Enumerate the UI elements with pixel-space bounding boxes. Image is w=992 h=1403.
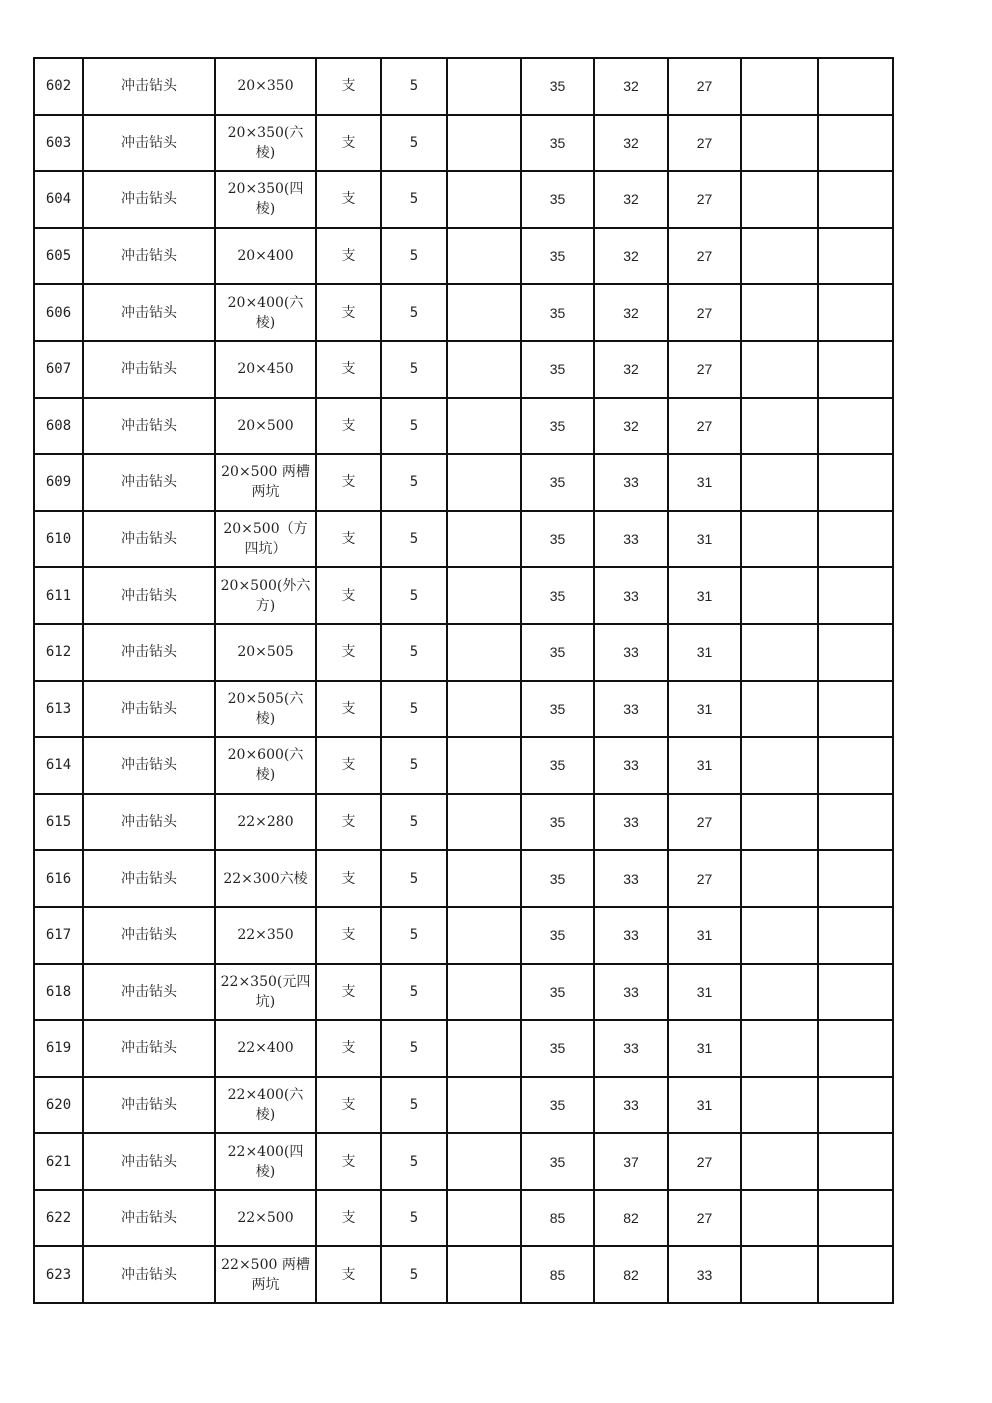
blank-cell [741, 454, 818, 511]
blank-cell [741, 567, 818, 624]
item-name: 冲击钻头 [83, 58, 215, 115]
value-cell-3: 33 [668, 1246, 741, 1303]
blank-cell [447, 511, 521, 568]
item-name: 冲击钻头 [83, 1077, 215, 1134]
blank-cell [741, 681, 818, 738]
blank-cell [741, 794, 818, 851]
value-cell-3: 31 [668, 511, 741, 568]
blank-cell [447, 681, 521, 738]
blank-cell [447, 794, 521, 851]
blank-cell [447, 1077, 521, 1134]
blank-cell [818, 171, 893, 228]
blank-cell [818, 1020, 893, 1077]
item-spec: 20×505(六棱) [215, 681, 316, 738]
item-spec: 22×280 [215, 794, 316, 851]
item-name: 冲击钻头 [83, 115, 215, 172]
blank-cell [447, 624, 521, 681]
row-number: 611 [34, 567, 83, 624]
item-spec: 20×400(六棱) [215, 284, 316, 341]
value-cell-1: 35 [521, 454, 594, 511]
value-cell-1: 35 [521, 964, 594, 1021]
blank-cell [447, 1133, 521, 1190]
blank-cell [741, 171, 818, 228]
blank-cell [741, 737, 818, 794]
item-spec: 22×300六棱 [215, 850, 316, 907]
value-cell-3: 27 [668, 171, 741, 228]
blank-cell [741, 1133, 818, 1190]
item-name: 冲击钻头 [83, 341, 215, 398]
item-quantity: 5 [381, 454, 447, 511]
item-quantity: 5 [381, 1190, 447, 1247]
blank-cell [447, 964, 521, 1021]
item-quantity: 5 [381, 228, 447, 285]
table-row [34, 115, 893, 172]
table-row [34, 1020, 893, 1077]
item-name: 冲击钻头 [83, 171, 215, 228]
blank-cell [818, 624, 893, 681]
blank-cell [447, 171, 521, 228]
value-cell-2: 33 [594, 454, 668, 511]
item-quantity: 5 [381, 907, 447, 964]
item-unit: 支 [316, 567, 381, 624]
item-name: 冲击钻头 [83, 1020, 215, 1077]
blank-cell [818, 964, 893, 1021]
item-name: 冲击钻头 [83, 228, 215, 285]
item-unit: 支 [316, 58, 381, 115]
value-cell-1: 35 [521, 171, 594, 228]
blank-cell [741, 115, 818, 172]
value-cell-1: 35 [521, 1133, 594, 1190]
item-unit: 支 [316, 681, 381, 738]
item-name: 冲击钻头 [83, 398, 215, 455]
value-cell-3: 27 [668, 398, 741, 455]
value-cell-1: 85 [521, 1246, 594, 1303]
blank-cell [447, 454, 521, 511]
value-cell-2: 33 [594, 624, 668, 681]
item-name: 冲击钻头 [83, 1190, 215, 1247]
item-quantity: 5 [381, 624, 447, 681]
blank-cell [818, 794, 893, 851]
item-spec: 20×500（方四坑） [215, 511, 316, 568]
value-cell-3: 31 [668, 907, 741, 964]
row-number: 606 [34, 284, 83, 341]
row-number: 602 [34, 58, 83, 115]
value-cell-2: 33 [594, 1077, 668, 1134]
row-number: 623 [34, 1246, 83, 1303]
blank-cell [818, 284, 893, 341]
item-quantity: 5 [381, 284, 447, 341]
value-cell-1: 85 [521, 1190, 594, 1247]
item-unit: 支 [316, 511, 381, 568]
value-cell-3: 27 [668, 228, 741, 285]
table-row [34, 567, 893, 624]
table-row [34, 624, 893, 681]
value-cell-3: 27 [668, 58, 741, 115]
item-name: 冲击钻头 [83, 964, 215, 1021]
blank-cell [818, 115, 893, 172]
row-number: 607 [34, 341, 83, 398]
item-spec: 20×500 两槽两坑 [215, 454, 316, 511]
item-unit: 支 [316, 1077, 381, 1134]
blank-cell [818, 1190, 893, 1247]
item-spec: 22×500 两槽两坑 [215, 1246, 316, 1303]
value-cell-1: 35 [521, 398, 594, 455]
blank-cell [741, 284, 818, 341]
blank-cell [818, 850, 893, 907]
blank-cell [818, 1246, 893, 1303]
blank-cell [741, 907, 818, 964]
table-row [34, 341, 893, 398]
row-number: 613 [34, 681, 83, 738]
blank-cell [447, 1190, 521, 1247]
value-cell-2: 33 [594, 737, 668, 794]
item-name: 冲击钻头 [83, 567, 215, 624]
value-cell-1: 35 [521, 228, 594, 285]
row-number: 619 [34, 1020, 83, 1077]
value-cell-2: 37 [594, 1133, 668, 1190]
value-cell-2: 33 [594, 567, 668, 624]
value-cell-1: 35 [521, 794, 594, 851]
item-quantity: 5 [381, 1246, 447, 1303]
blank-cell [818, 681, 893, 738]
blank-cell [741, 624, 818, 681]
item-quantity: 5 [381, 1020, 447, 1077]
item-unit: 支 [316, 341, 381, 398]
table-row [34, 907, 893, 964]
blank-cell [447, 115, 521, 172]
blank-cell [447, 398, 521, 455]
blank-cell [741, 964, 818, 1021]
item-name: 冲击钻头 [83, 454, 215, 511]
blank-cell [818, 1077, 893, 1134]
value-cell-1: 35 [521, 907, 594, 964]
value-cell-3: 27 [668, 794, 741, 851]
blank-cell [447, 1020, 521, 1077]
table-body [34, 58, 893, 1303]
row-number: 609 [34, 454, 83, 511]
item-name: 冲击钻头 [83, 794, 215, 851]
table-row [34, 1246, 893, 1303]
blank-cell [818, 454, 893, 511]
blank-cell [741, 58, 818, 115]
item-spec: 20×350 [215, 58, 316, 115]
item-quantity: 5 [381, 794, 447, 851]
value-cell-1: 35 [521, 511, 594, 568]
value-cell-3: 27 [668, 115, 741, 172]
item-quantity: 5 [381, 567, 447, 624]
data-table [33, 57, 894, 1304]
table-row [34, 398, 893, 455]
item-quantity: 5 [381, 1077, 447, 1134]
item-unit: 支 [316, 850, 381, 907]
item-unit: 支 [316, 624, 381, 681]
table-row [34, 228, 893, 285]
value-cell-3: 31 [668, 737, 741, 794]
table-row [34, 1190, 893, 1247]
blank-cell [741, 1020, 818, 1077]
item-name: 冲击钻头 [83, 511, 215, 568]
item-spec: 20×500(外六方) [215, 567, 316, 624]
item-unit: 支 [316, 907, 381, 964]
blank-cell [818, 907, 893, 964]
item-spec: 22×350 [215, 907, 316, 964]
blank-cell [447, 737, 521, 794]
row-number: 614 [34, 737, 83, 794]
value-cell-1: 35 [521, 341, 594, 398]
value-cell-2: 32 [594, 341, 668, 398]
value-cell-2: 33 [594, 1020, 668, 1077]
item-spec: 22×350(元四坑) [215, 964, 316, 1021]
item-name: 冲击钻头 [83, 850, 215, 907]
item-unit: 支 [316, 1190, 381, 1247]
item-spec: 20×500 [215, 398, 316, 455]
item-spec: 20×600(六棱) [215, 737, 316, 794]
item-spec: 22×500 [215, 1190, 316, 1247]
blank-cell [447, 850, 521, 907]
item-unit: 支 [316, 737, 381, 794]
value-cell-2: 32 [594, 228, 668, 285]
table-row [34, 964, 893, 1021]
item-spec: 22×400 [215, 1020, 316, 1077]
item-quantity: 5 [381, 58, 447, 115]
blank-cell [447, 341, 521, 398]
item-unit: 支 [316, 1246, 381, 1303]
row-number: 612 [34, 624, 83, 681]
table-row [34, 1077, 893, 1134]
item-name: 冲击钻头 [83, 907, 215, 964]
row-number: 608 [34, 398, 83, 455]
value-cell-1: 35 [521, 1077, 594, 1134]
row-number: 621 [34, 1133, 83, 1190]
item-quantity: 5 [381, 171, 447, 228]
blank-cell [818, 398, 893, 455]
blank-cell [447, 284, 521, 341]
item-unit: 支 [316, 964, 381, 1021]
value-cell-3: 31 [668, 964, 741, 1021]
value-cell-1: 35 [521, 284, 594, 341]
item-quantity: 5 [381, 964, 447, 1021]
item-spec: 20×350(六棱) [215, 115, 316, 172]
blank-cell [447, 58, 521, 115]
item-unit: 支 [316, 115, 381, 172]
blank-cell [818, 228, 893, 285]
value-cell-2: 33 [594, 681, 668, 738]
item-quantity: 5 [381, 115, 447, 172]
blank-cell [741, 228, 818, 285]
blank-cell [741, 511, 818, 568]
value-cell-2: 82 [594, 1246, 668, 1303]
item-spec: 20×450 [215, 341, 316, 398]
value-cell-1: 35 [521, 624, 594, 681]
blank-cell [741, 341, 818, 398]
value-cell-2: 32 [594, 115, 668, 172]
value-cell-3: 27 [668, 1190, 741, 1247]
value-cell-3: 27 [668, 1133, 741, 1190]
table-row [34, 171, 893, 228]
value-cell-1: 35 [521, 567, 594, 624]
row-number: 610 [34, 511, 83, 568]
value-cell-3: 27 [668, 341, 741, 398]
value-cell-2: 32 [594, 398, 668, 455]
table-row [34, 794, 893, 851]
table-row [34, 58, 893, 115]
value-cell-1: 35 [521, 1020, 594, 1077]
value-cell-3: 31 [668, 624, 741, 681]
value-cell-1: 35 [521, 58, 594, 115]
item-unit: 支 [316, 171, 381, 228]
value-cell-2: 33 [594, 907, 668, 964]
value-cell-3: 31 [668, 1077, 741, 1134]
item-spec: 22×400(六棱) [215, 1077, 316, 1134]
blank-cell [818, 1133, 893, 1190]
blank-cell [818, 58, 893, 115]
table-row [34, 850, 893, 907]
row-number: 616 [34, 850, 83, 907]
item-spec: 20×350(四棱) [215, 171, 316, 228]
item-unit: 支 [316, 228, 381, 285]
blank-cell [447, 567, 521, 624]
blank-cell [741, 398, 818, 455]
item-quantity: 5 [381, 1133, 447, 1190]
table-row [34, 511, 893, 568]
value-cell-2: 32 [594, 284, 668, 341]
item-quantity: 5 [381, 681, 447, 738]
item-unit: 支 [316, 454, 381, 511]
value-cell-2: 33 [594, 964, 668, 1021]
row-number: 604 [34, 171, 83, 228]
table-row [34, 1133, 893, 1190]
value-cell-3: 27 [668, 850, 741, 907]
item-name: 冲击钻头 [83, 284, 215, 341]
row-number: 622 [34, 1190, 83, 1247]
table-row [34, 681, 893, 738]
value-cell-1: 35 [521, 737, 594, 794]
item-spec: 20×505 [215, 624, 316, 681]
blank-cell [818, 341, 893, 398]
row-number: 605 [34, 228, 83, 285]
row-number: 618 [34, 964, 83, 1021]
item-spec: 22×400(四棱) [215, 1133, 316, 1190]
blank-cell [741, 850, 818, 907]
value-cell-2: 82 [594, 1190, 668, 1247]
item-name: 冲击钻头 [83, 1246, 215, 1303]
item-name: 冲击钻头 [83, 681, 215, 738]
item-quantity: 5 [381, 341, 447, 398]
row-number: 620 [34, 1077, 83, 1134]
item-unit: 支 [316, 1020, 381, 1077]
value-cell-1: 35 [521, 850, 594, 907]
row-number: 615 [34, 794, 83, 851]
blank-cell [741, 1077, 818, 1134]
item-unit: 支 [316, 284, 381, 341]
item-quantity: 5 [381, 850, 447, 907]
table-row [34, 454, 893, 511]
item-quantity: 5 [381, 511, 447, 568]
table-row [34, 284, 893, 341]
row-number: 603 [34, 115, 83, 172]
item-unit: 支 [316, 398, 381, 455]
blank-cell [818, 737, 893, 794]
blank-cell [447, 228, 521, 285]
item-name: 冲击钻头 [83, 1133, 215, 1190]
value-cell-2: 32 [594, 171, 668, 228]
table-row [34, 737, 893, 794]
value-cell-1: 35 [521, 115, 594, 172]
blank-cell [447, 907, 521, 964]
blank-cell [741, 1246, 818, 1303]
item-spec: 20×400 [215, 228, 316, 285]
value-cell-1: 35 [521, 681, 594, 738]
value-cell-2: 33 [594, 794, 668, 851]
item-name: 冲击钻头 [83, 624, 215, 681]
item-quantity: 5 [381, 737, 447, 794]
value-cell-3: 27 [668, 284, 741, 341]
value-cell-3: 31 [668, 454, 741, 511]
blank-cell [741, 1190, 818, 1247]
item-name: 冲击钻头 [83, 737, 215, 794]
item-quantity: 5 [381, 398, 447, 455]
item-unit: 支 [316, 794, 381, 851]
blank-cell [447, 1246, 521, 1303]
value-cell-3: 31 [668, 681, 741, 738]
item-unit: 支 [316, 1133, 381, 1190]
value-cell-2: 33 [594, 511, 668, 568]
value-cell-3: 31 [668, 567, 741, 624]
value-cell-2: 32 [594, 58, 668, 115]
value-cell-3: 31 [668, 1020, 741, 1077]
blank-cell [818, 567, 893, 624]
row-number: 617 [34, 907, 83, 964]
blank-cell [818, 511, 893, 568]
value-cell-2: 33 [594, 850, 668, 907]
